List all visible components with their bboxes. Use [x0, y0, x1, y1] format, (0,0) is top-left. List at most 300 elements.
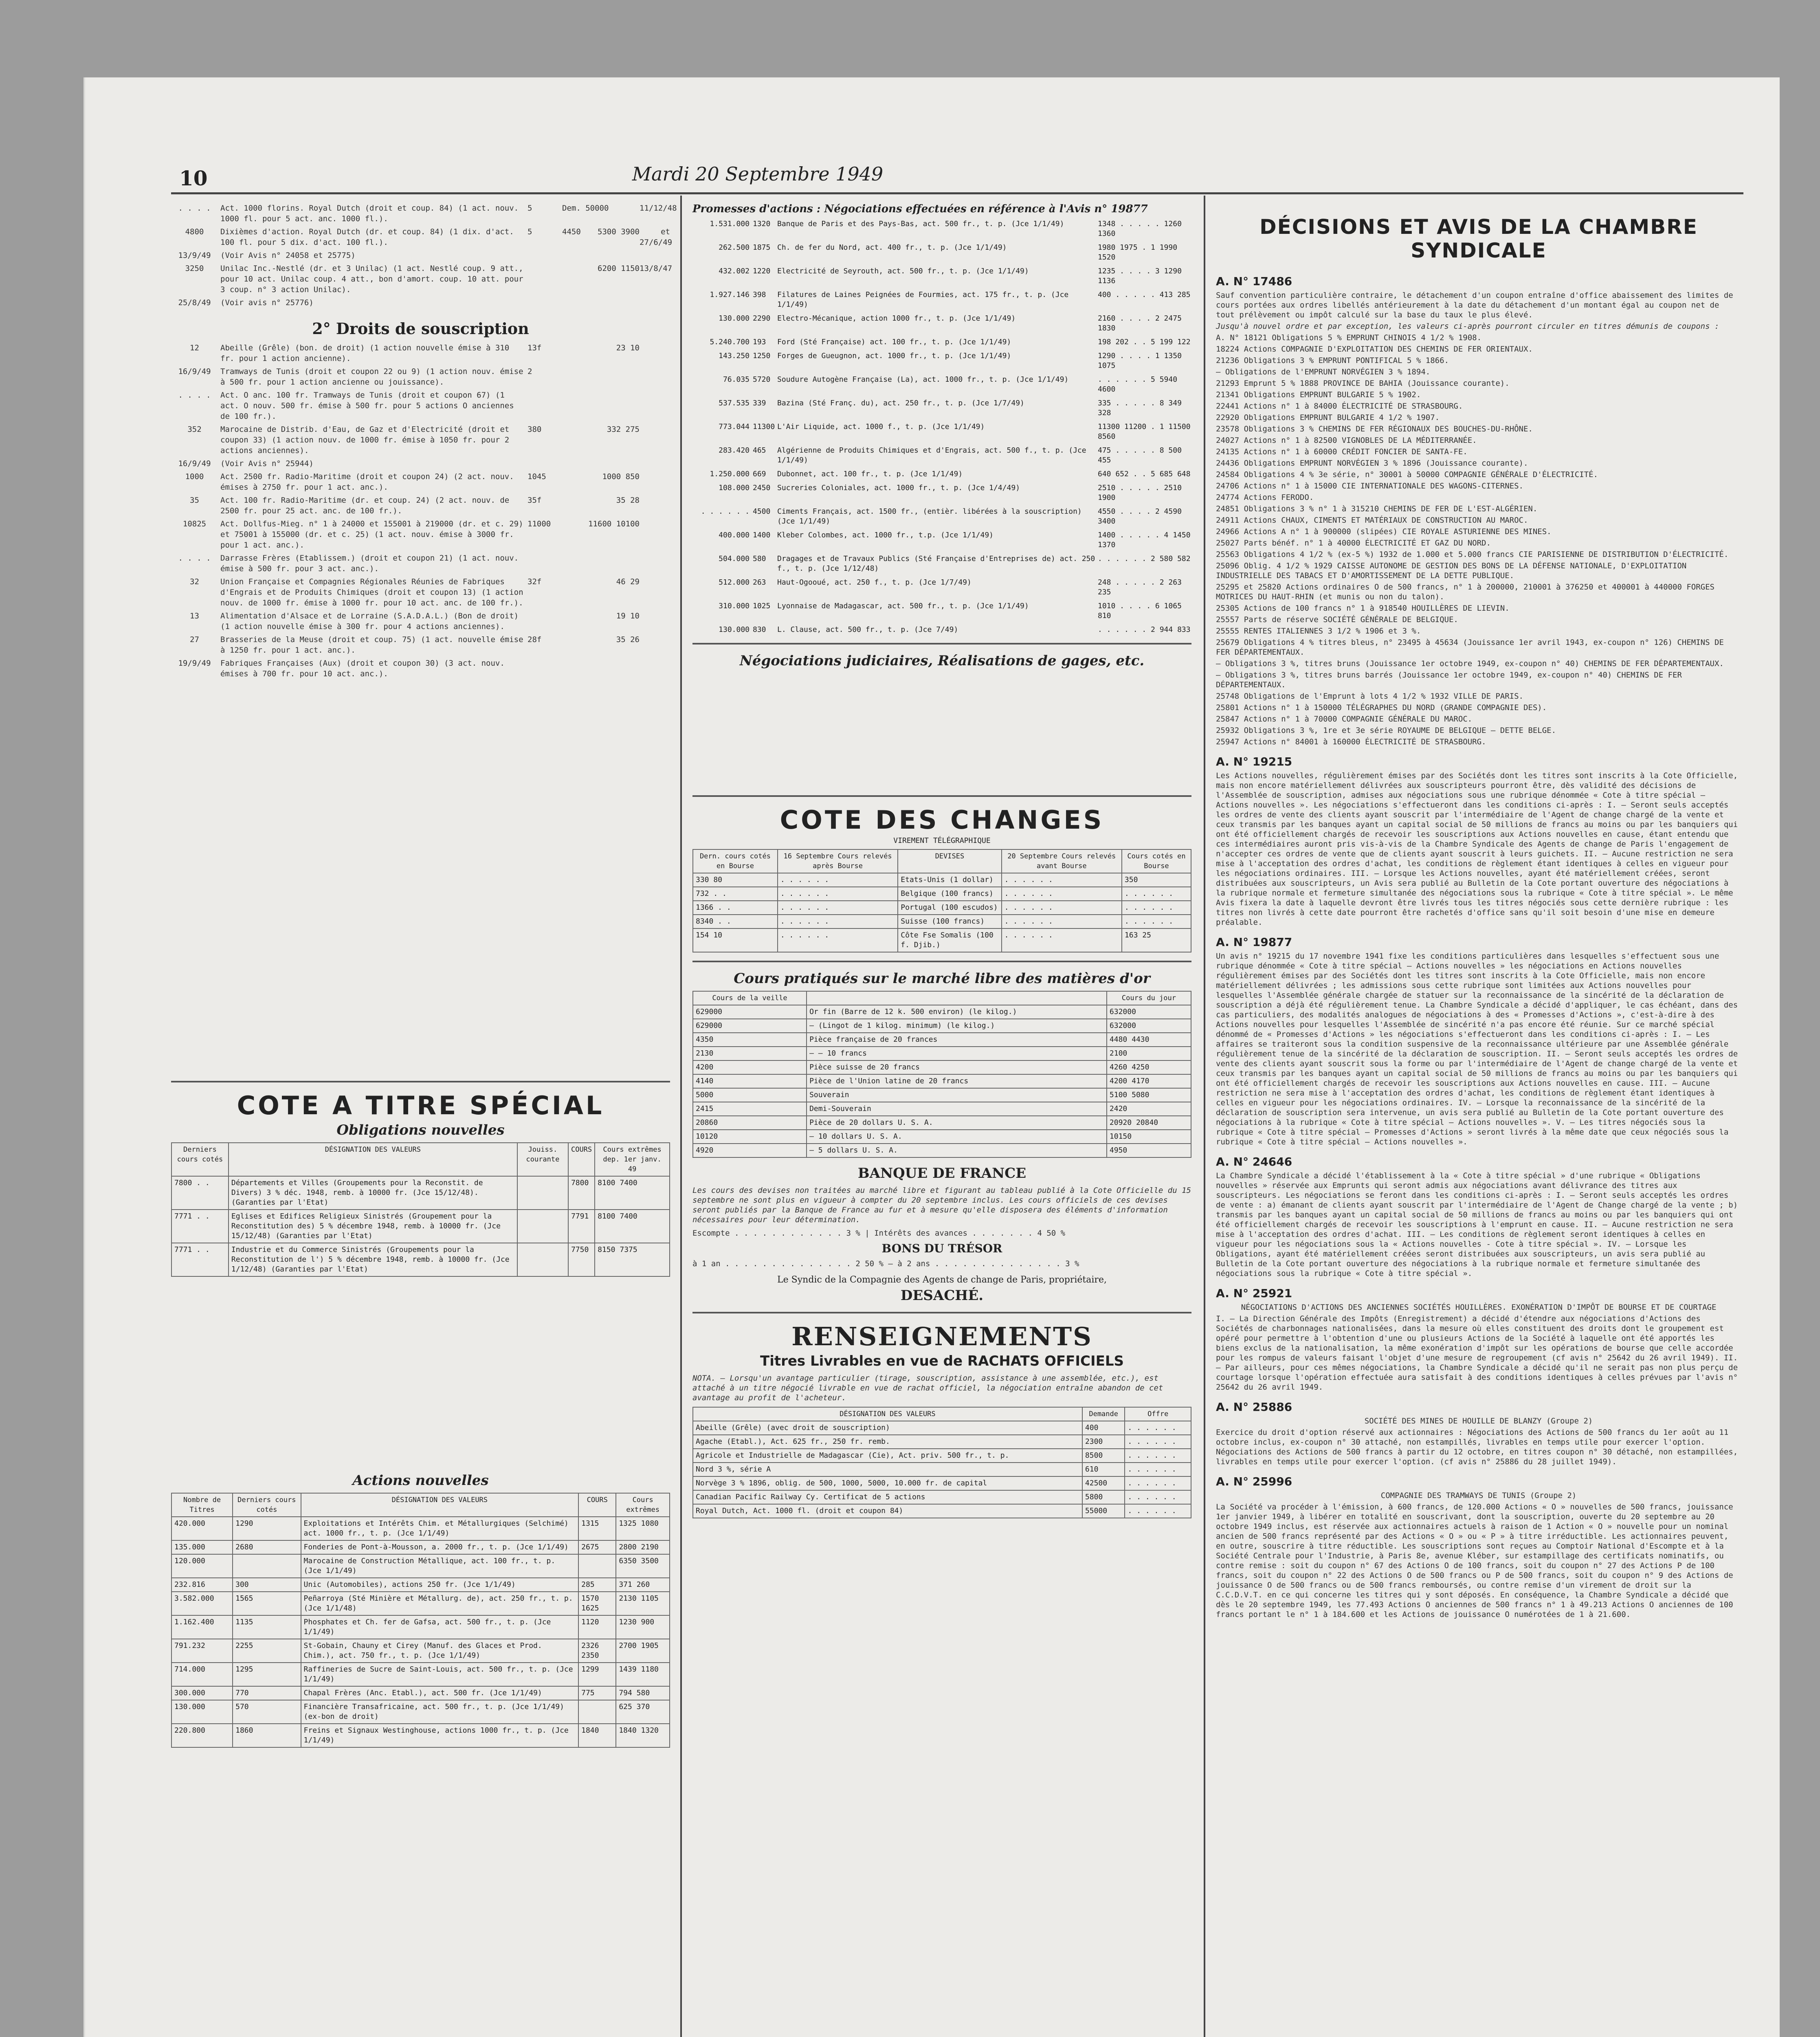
- cell-name: Phosphates et Ch. fer de Gafsa, act. 500 fr., t. p. (Jce 1/1/49): [301, 1615, 579, 1639]
- row-values: [562, 519, 640, 550]
- avis-item: 25847 Actions n° 1 à 70000 COMPAGNIE GÉNÉRALE DU MAROC.: [1216, 715, 1473, 724]
- renseignements-subtitle: Titres Livrables en vue de RACHATS OFFICIELS: [760, 1353, 1124, 1369]
- cell-hi: 1840: [619, 1726, 637, 1735]
- list-item: [692, 469, 1191, 479]
- list-item: [692, 351, 1191, 371]
- cell-cours: 775: [578, 1686, 616, 1700]
- column-header: Dern. cours cotés en Bourse: [693, 849, 778, 873]
- obligations-header: [171, 1143, 670, 1176]
- avis-25996-head: A. N° 25996: [1216, 1475, 1292, 1488]
- row-nombre: 76.035: [723, 375, 750, 384]
- cell-veille: 20860: [693, 1116, 807, 1130]
- row-values: [562, 250, 640, 261]
- cell-name: Pièce française de 20 frances: [807, 1033, 1107, 1047]
- row-designation: Act. 1000 florins. Royal Dutch (droit et coup. 84) (1 act. nouv. 1000 fl. pour 5 act. anc. 1000 fl.).: [220, 204, 519, 223]
- header-rule: [171, 192, 1743, 194]
- row-nombre: 537.535: [719, 399, 750, 407]
- cell-veille: 5000: [693, 1088, 807, 1102]
- row-dernier: 1220: [753, 267, 771, 275]
- row-date: 10825: [182, 519, 207, 528]
- column-right: [1216, 203, 1741, 2037]
- row-dernier: 1400: [753, 531, 771, 539]
- cell-a: 1366 . .: [693, 901, 778, 915]
- table-row: [693, 1102, 1191, 1116]
- row-designation: Union Française et Compagnies Régionales Réunies de Fabriques d'Engrais et de Produits Chimiques (droit et coupon 13) (1 action nouv. de 1000 fr. émise à 1000 fr. pour 10 act. anc. de 100 fr.).: [220, 577, 523, 607]
- cell-cours: 1570 1625: [578, 1592, 616, 1615]
- cell-lo: 1905: [641, 1641, 659, 1650]
- cell-cours: 7791: [568, 1210, 595, 1243]
- row-values: [562, 343, 640, 364]
- list-item: [692, 446, 1191, 465]
- avis-25886-label: SOCIÉTÉ DES MINES DE HOUILLE DE BLANZY (Groupe 2): [1364, 1417, 1593, 1425]
- row-quantity: 35f: [528, 496, 542, 505]
- list-item: [692, 337, 1191, 347]
- row-date: . . . .: [178, 554, 211, 563]
- avis-item: 22441 Actions n° 1 à 84000 ÉLECTRICITÉ DE STRASBOURG.: [1216, 402, 1463, 411]
- obligations-title: Obligations nouvelles: [336, 1122, 505, 1138]
- row-extra: [640, 250, 670, 261]
- list-item: [171, 495, 670, 516]
- row-values: 1980 1975 . 1 1990 1520: [1098, 243, 1178, 262]
- row-values: 400 . . . . . 413 285: [1098, 290, 1191, 299]
- cell-jouiss: [517, 1176, 568, 1210]
- cell-extremes: [616, 1517, 670, 1540]
- row-designation: Abeille (Grêle) (bon. de droit) (1 action nouvelle émise à 310 fr. pour 1 action ancienne).: [220, 343, 510, 363]
- actions-table: [171, 1493, 670, 1748]
- table-row: [693, 1074, 1191, 1088]
- row-values: 475 . . . . . 8 500 455: [1098, 446, 1182, 464]
- row-designation: Filatures de Laines Peignées de Fourmies, act. 175 fr., t. p. (Jce 1/1/49): [777, 290, 1069, 309]
- list-item: [692, 375, 1191, 394]
- row-dernier: 339: [753, 399, 766, 407]
- divider: [692, 643, 1191, 645]
- avis-item: 25563 Obligations 4 1/2 % (ex-5 %) 1932 de 1.000 et 5.000 francs CIE PARISIENNE DE DISTRIBUTION D'ÉLECTRICITÉ.: [1216, 550, 1729, 559]
- row-values: [562, 658, 640, 679]
- obligations-body: [171, 1176, 670, 1276]
- row-quantity: 1045: [528, 472, 546, 481]
- table-row: [693, 1116, 1191, 1130]
- row-date: 16/9/49: [178, 459, 211, 468]
- cell-dem: 42500: [1082, 1476, 1125, 1490]
- list-item: [171, 203, 677, 224]
- row-dernier: 4500: [753, 507, 771, 516]
- cell-dem: 8500: [1082, 1449, 1125, 1463]
- cell-name: Royal Dutch, Act. 1000 fl. (droit et coupon 84): [693, 1504, 1082, 1518]
- decisions-title: DÉCISIONS ET AVIS DE LA CHAMBRE SYNDICALE: [1259, 215, 1698, 262]
- table-row: [171, 1210, 670, 1243]
- row-designation: Bazina (Sté Franç. du), act. 250 fr., t. p. (Jce 1/7/49): [777, 399, 1024, 407]
- cell-extremes: [616, 1540, 670, 1554]
- row-dernier: 669: [753, 470, 766, 478]
- row-values: [562, 576, 640, 608]
- row-values: [562, 634, 640, 656]
- list-item: [171, 471, 670, 493]
- cell-b: . . . . . .: [778, 915, 898, 928]
- divider: [692, 1312, 1191, 1313]
- row-nombre: 283.420: [719, 446, 750, 455]
- cell-extremes: [616, 1686, 670, 1700]
- column-header: 16 Septembre Cours relevés après Bourse: [778, 849, 898, 873]
- cell-d: . . . . . .: [1122, 887, 1191, 901]
- cell-c: . . . . . .: [1002, 901, 1122, 915]
- list-item: [171, 658, 670, 679]
- row-designation: Algérienne de Produits Chimiques et d'Engrais, act. 500 f., t. p. (Jce 1/1/49): [777, 446, 1086, 464]
- row-values: 2510 . . . . . 2510 1900: [1098, 484, 1182, 502]
- row-date: 1000: [185, 472, 204, 481]
- row-designation: Fabriques Françaises (Aux) (droit et coupon 30) (3 act. nouv. émises à 700 fr. pour 10 act. anc.).: [220, 659, 505, 678]
- cell-jour: 4480 4430: [1107, 1033, 1191, 1047]
- cell-b: . . . . . .: [778, 928, 898, 952]
- cell-lo: 1080: [641, 1519, 659, 1528]
- column-header: DÉSIGNATION DES VALEURS: [301, 1493, 579, 1517]
- cell-n: 3.582.000: [171, 1592, 233, 1615]
- row-nombre: 1.531.000: [710, 220, 750, 228]
- avis-item: 24027 Actions n° 1 à 82500 VIGNOBLES DE LA MÉDITERRANÉE.: [1216, 436, 1477, 445]
- cell-name: Agricole et Industrielle de Madagascar (Cie), Act. priv. 500 fr., t. p.: [693, 1449, 1082, 1463]
- renseignements-header: [693, 1407, 1191, 1421]
- column-header: Demande: [1082, 1407, 1125, 1421]
- column-header: Derniers cours cotés: [233, 1493, 301, 1517]
- row-designation: Kleber Colombes, act. 1000 fr., t.p. (Jce 1/1/49): [777, 531, 994, 539]
- cell-n: 120.000: [171, 1554, 233, 1578]
- cell-name: Eglises et Edifices Religieux Sinistrés (Groupement pour la Reconstitution des) 5 % décembre 1948, remb. à 10000 fr. (Jce 15/12/48) (Garanties par l'Etat): [229, 1210, 517, 1243]
- table-row: [171, 1243, 670, 1276]
- row-nombre: 1.250.000: [710, 470, 750, 478]
- cell-name: Abeille (Grêle) (avec droit de souscription): [693, 1421, 1082, 1435]
- cell-last: 1565: [233, 1592, 301, 1615]
- cell-lo: 7400: [620, 1179, 637, 1187]
- row-dernier: 193: [753, 338, 766, 346]
- renseignements-body: [693, 1421, 1191, 1518]
- cell-name: Nord 3 %, série A: [693, 1463, 1082, 1476]
- cell-lo: 2190: [641, 1543, 659, 1551]
- bons-title: BONS DU TRÉSOR: [881, 1242, 1002, 1255]
- avis-item: 25555 RENTES ITALIENNES 3 1/2 % 1906 et 3 %.: [1216, 627, 1421, 636]
- column-header: Cours extrêmes dep. 1er janv. 49: [595, 1143, 670, 1176]
- row-extra: 11/12/48: [640, 204, 677, 213]
- row-extra: [640, 390, 670, 422]
- cell-veille: 10120: [693, 1130, 807, 1144]
- cell-last: 7800 . .: [171, 1176, 229, 1210]
- row-designation: Ch. de fer du Nord, act. 400 fr., t. p. (Jce 1/1/49): [777, 243, 1007, 252]
- list-item: [171, 263, 673, 295]
- column-header: Cours extrêmes: [616, 1493, 670, 1517]
- list-item: [171, 227, 673, 248]
- cell-jour: 632000: [1107, 1005, 1191, 1019]
- cell-d: . . . . . .: [1122, 915, 1191, 928]
- cell-cours: 1120: [578, 1615, 616, 1639]
- row-designation: Act. 100 fr. Radio-Maritime (dr. et coup. 24) (2 act. nouv. de 2500 fr. pour 25 act. anc. de 100 fr.).: [220, 496, 510, 515]
- cell-b: . . . . . .: [778, 901, 898, 915]
- avis-item: 25748 Obligations de l'Emprunt à lots 4 1/2 % 1932 VILLE DE PARIS.: [1216, 692, 1523, 701]
- row-value-2: 6200 1150: [598, 264, 640, 273]
- row-nombre: 773.044: [719, 422, 750, 431]
- cell-last: 1860: [233, 1724, 301, 1747]
- row-date: 13: [190, 612, 199, 620]
- avis-25996-text: La Société va procéder à l'émission, à 600 francs, de 120.000 Actions « O » nouvelles de 500 francs, jouissance 1er janvier 1949, à libérer en totalité en souscrivant, dont la souscription, ouverte du 20 septembre au 20 octobre 1949 inclus, est réservée aux actionnaires actuels à raison de 1 Action « O » nouvelle pour un nominal ancien de 500 francs représenté par des Actions « O » ou « P » à titre irréductible. Les actionnaires peuvent, en outre, souscrire à titre réductible. Les souscriptions sont reçues au Comptoir National d'Escompte et à la Société Centrale pour l'Industrie, à Paris 8e, avenue Kléber, sur estampillage des certificats nominatifs, ou contre remise : soit du coupon n° 67 des Actions O de 100 francs, soit du coupon n° 27 des Actions P de 100 francs, soit du coupon n° 22 des Actions O de 500 francs ou P de 500 francs, soit du coupon n° 9 des Actions de jouissance O de 500 francs ou de 500 francs remboursés, ou contre remise d'un virement de droit sur la C.C.D.V.T. en ce qui concerne les titres qui y sont déposés. En conséquence, la Chambre Syndicale a décidé que dès le 20 septembre 1949, les 77.493 Actions O anciennes de 500 francs n° 1 à 49.213 Actions O anciennes de 100 francs portant le n° 1 à 184.600 et les Actions de jouissance O numérotées de 1 à 21.600.: [1216, 1502, 1733, 1619]
- avis-item: 24436 Obligations EMPRUNT NORVÉGIEN 3 % 1896 (Jouissance courante).: [1216, 459, 1528, 468]
- cell-last: 2680: [233, 1540, 301, 1554]
- table-row: [693, 1463, 1191, 1476]
- cell-hi: 8150: [598, 1245, 615, 1254]
- cell-hi: 8100: [598, 1179, 615, 1187]
- avis-25921-text: I. — La Direction Générale des Impôts (Enregistrement) a décidé d'étendre aux négociations d'Actions des Sociétés de charbonnages nationalisées, dans la mesure où elles constituent des droits dont le groupement est opéré pour permettre à l'obtention d'une ou plusieurs Actions de la Société à laquelle ont été apportés les biens exclus de la nationalisation, la même exonération d'impôt sur les opérations de bourse que celle accordée pour les rompus de valeurs faisant l'objet d'une mesure de regroupement (cf avis n° 25642 du 26 avril 1949). II. — Par ailleurs, pour ces mêmes négociations, la Chambre Syndicale a décidé qu'il ne serait pas non plus perçu de courtage lorsque l'opération effectuée aura satisfait à des conditions identiques à celles prévues par l'avis n° 25642 du 26 avril 1949.: [1216, 1314, 1738, 1392]
- cell-c: . . . . . .: [1002, 873, 1122, 887]
- row-value-2: 35 28: [616, 496, 640, 505]
- row-designation: (Voir Avis n° 24058 et 25775): [220, 251, 356, 260]
- cell-jour: 2420: [1107, 1102, 1191, 1116]
- cell-veille: 4140: [693, 1074, 807, 1088]
- column-middle: [692, 203, 1191, 2037]
- row-designation: Marocaine de Distrib. d'Eau, de Gaz et d'Electricité (droit et coupon 33) (1 action nouv. de 1000 fr. émise à 1050 fr. pour 2 actions anciennes).: [220, 425, 510, 455]
- table-row: [693, 1005, 1191, 1019]
- cell-n: 1.162.400: [171, 1615, 233, 1639]
- row-extra: [640, 611, 670, 632]
- cell-d: 350: [1122, 873, 1191, 887]
- list-item: [171, 250, 670, 261]
- avis-item: 25305 Actions de 100 francs n° 1 à 918540 HOUILLÈRES DE LIEVIN.: [1216, 604, 1510, 613]
- actions-body: [171, 1517, 670, 1747]
- row-date: 25/8/49: [178, 298, 211, 307]
- cell-dev: Etats-Unis (1 dollar): [898, 873, 1001, 887]
- row-quantity: 13f: [528, 343, 542, 352]
- cell-off: . . . . . .: [1125, 1421, 1191, 1435]
- cell-name: Souverain: [807, 1088, 1107, 1102]
- cell-last: 2255: [233, 1639, 301, 1663]
- or-header: [693, 991, 1191, 1005]
- cell-hi: 8100: [598, 1212, 615, 1221]
- avis-item: 18224 Actions COMPAGNIE D'EXPLOITATION DES CHEMINS DE FER ORIENTAUX.: [1216, 345, 1533, 354]
- cell-name: Financière Transafricaine, act. 500 fr., t. p. (Jce 1/1/49) (ex-bon de droit): [301, 1700, 579, 1724]
- row-extra: [640, 634, 670, 656]
- table-row: [693, 915, 1191, 928]
- row-nombre: . . . . . .: [701, 507, 750, 516]
- cell-n: 791.232: [171, 1639, 233, 1663]
- cell-extremes: [595, 1243, 670, 1276]
- cell-b: . . . . . .: [778, 887, 898, 901]
- row-designation: Brasseries de la Meuse (droit et coup. 75) (1 act. nouvelle émise à 1250 fr. pour 1 act. anc.).: [220, 635, 523, 655]
- cell-lo: 580: [636, 1689, 650, 1697]
- cell-cours: 7750: [568, 1243, 595, 1276]
- row-designation: Unilac Inc.-Nestlé (dr. et 3 Unilac) (1 act. Nestlé coup. 9 att., pour 10 act. Unilac coup. 4 att., bon d'amort. coup. 10 att. pour 3 coup. n° 3 action Unilac).: [220, 264, 523, 294]
- row-designation: Dixièmes d'action. Royal Dutch (dr. et coup. 84) (1 dix. d'act. 100 fl. pour 5 dix. d'act. 100 fl.).: [220, 227, 514, 247]
- actions-title: Actions nouvelles: [352, 1472, 489, 1489]
- cell-last: 1290: [233, 1517, 301, 1540]
- cell-last: 7771 . .: [171, 1243, 229, 1276]
- table-row: [693, 928, 1191, 952]
- row-date: 19/9/49: [178, 659, 211, 668]
- table-row: [693, 1421, 1191, 1435]
- table-row: [693, 873, 1191, 887]
- cell-lo: 1320: [641, 1726, 659, 1735]
- cell-lo: 900: [641, 1618, 655, 1626]
- row-values: [562, 553, 640, 574]
- avis-item: 24911 Actions CHAUX, CIMENTS ET MATÉRIAUX DE CONSTRUCTION AU MAROC.: [1216, 516, 1528, 525]
- table-row: [171, 1517, 670, 1540]
- obligations-table: [171, 1142, 670, 1277]
- avis-item: 25096 Oblig. 4 1/2 % 1929 CAISSE AUTONOME DE GESTION DES BONS DE LA DÉFENSE NATIONALE, D'EXPLOITATION INDUSTRIELLE DES TABACS ET D'AMORTISSEMENT DE LA DETTE PUBLIQUE.: [1216, 561, 1687, 580]
- row-quantity: [528, 390, 562, 422]
- table-row: [693, 1504, 1191, 1518]
- banque-text: Les cours des devises non traitées au marché libre et figurant au tableau publié à la Cote Officielle du 15 septembre ne sont plus en vigueur à compter du 20 septembre inclus. Les cours officiels de ces devises seront publiés par la Banque de France au fur et à mesure qu'elle disposera des éléments d'information nécessaires pour leur détermination.: [692, 1186, 1191, 1224]
- cell-cours: 2326 2350: [578, 1639, 616, 1663]
- row-values: 198 202 . . 5 199 122: [1098, 338, 1191, 346]
- avis-item: 25947 Actions n° 84001 à 160000 ÉLECTRICITÉ DE STRASBOURG.: [1216, 737, 1486, 746]
- avis-item: 21293 Emprunt 5 % 1888 PROVINCE DE BAHIA (Jouissance courante).: [1216, 379, 1510, 388]
- avis-item: 24851 Obligations 3 % n° 1 à 315210 CHEMINS DE FER DE L'EST-ALGÉRIEN.: [1216, 504, 1538, 513]
- row-date: . . . .: [178, 391, 211, 400]
- promesses-title: Promesses d'actions : Négociations effectuées en référence à l'Avis n° 19877: [692, 203, 1148, 215]
- cell-jour: 632000: [1107, 1019, 1191, 1033]
- row-dernier: 1250: [753, 352, 771, 360]
- avis-19215-text: Les Actions nouvelles, régulièrement émises par des Sociétés dont les titres sont inscrits à la Cote Officielle, mais non encore matériellement délivrées aux souscripteurs pourront être, dès validité des décisions de l'Assemblée de souscription, admises aux négociations sous une rubrique dénommée « Cote à titre spécial — Actions nouvelles ». Les négociations s'effectueront dans les conditions ci-après : I. — Seront seuls acceptés les ordres de vente des clients ayant souscrit par l'intermédiaire de l'Agent de change chargé de la vente et ceux transmis par les banques ayant un capital social de 50 millions de francs au moins ou par les banquiers qui ont été officiellement chargés de recevoir les souscriptions aux Actions nouvelles en cause, étant entendu que ces intermédiaires auront pris vis-à-vis de la Chambre Syndicale des Agents de change de Paris l'engagement de n'accepter ces ordres de vente que de clients ayant souscrit à leurs guichets. II. — Aucune restriction ne sera mise à l'acceptation des ordres d'achat, les conditions de règlement étant identiques à celles en vigueur pour les négociations ordinaires. III. — Lorsque les Actions nouvelles, ayant été matériellement créées, seront distribuées aux souscripteurs, un Avis sera publié au Bulletin de la Cote portant ouverture des négociations à la rubrique normale et fermeture simultanée des négociations sous la rubrique « Cote à titre spécial ». Le même Avis fixera la date à laquelle devront être livrés tous les titres négociés sous cette dernière rubrique : les titres non livrés à cette date pourront être rachetés d'office sans qu'il soit besoin d'une mise en demeure préalable.: [1216, 771, 1738, 927]
- table-row: [693, 901, 1191, 915]
- cell-veille: 4920: [693, 1144, 807, 1157]
- cell-a: 8340 . .: [693, 915, 778, 928]
- row-dernier: 5720: [753, 375, 771, 384]
- column-header: Cours du jour: [1107, 991, 1191, 1005]
- row-dernier: 398: [753, 290, 766, 299]
- cell-name: Pièce suisse de 20 francs: [807, 1060, 1107, 1074]
- avis-25921-label: NÉGOCIATIONS D'ACTIONS DES ANCIENNES SOCIÉTÉS HOUILLÈRES. EXONÉRATION D'IMPÔT DE BOURSE ET DE COURTAGE: [1241, 1303, 1717, 1312]
- cell-extremes: [616, 1700, 670, 1724]
- cell-off: . . . . . .: [1125, 1476, 1191, 1490]
- row-values: [562, 263, 640, 295]
- row-dernier: 2450: [753, 484, 771, 492]
- cell-off: . . . . . .: [1125, 1504, 1191, 1518]
- list-item: [692, 243, 1191, 262]
- row-nombre: 130.000: [719, 314, 750, 323]
- cell-off: . . . . . .: [1125, 1435, 1191, 1449]
- cell-dev: Côte Fse Somalis (100 f. Djib.): [898, 928, 1001, 952]
- row-designation: Act. O anc. 100 fr. Tramways de Tunis (droit et coupon 67) (1 act. O nouv. 500 fr. émise à 500 fr. pour 5 actions O anciennes de 100 fr.).: [220, 391, 514, 421]
- row-designation: Haut-Ogooué, act. 250 f., t. p. (Jce 1/7/49): [777, 578, 972, 587]
- row-values: 4550 . . . . 2 4590 3400: [1098, 507, 1182, 526]
- cell-n: 220.800: [171, 1724, 233, 1747]
- row-values: 1235 . . . . 3 1290 1136: [1098, 267, 1182, 285]
- avis-17486-head: A. N° 17486: [1216, 275, 1292, 288]
- cell-dev: Belgique (100 francs): [898, 887, 1001, 901]
- row-quantity: [528, 611, 562, 632]
- cell-veille: 2130: [693, 1047, 807, 1060]
- avis-25996-label: COMPAGNIE DES TRAMWAYS DE TUNIS (Groupe 2): [1380, 1491, 1577, 1500]
- row-values: 1010 . . . . 6 1065 810: [1098, 602, 1182, 620]
- renseignements-title: RENSEIGNEMENTS: [791, 1322, 1092, 1351]
- list-item: [692, 290, 1191, 310]
- table-row: [693, 1130, 1191, 1144]
- desache: DESACHÉ.: [900, 1287, 984, 1304]
- row-values: [562, 471, 640, 493]
- avis-item: 24774 Actions FERODO.: [1216, 493, 1314, 502]
- list-item: [171, 424, 670, 456]
- table-row: [693, 1476, 1191, 1490]
- cell-dev: Portugal (100 escudos): [898, 901, 1001, 915]
- cell-hi: 2800: [619, 1543, 637, 1551]
- avis-24646-text: La Chambre Syndicale a décidé l'établissement à la « Cote à titre spécial » d'une rubrique « Obligations nouvelles » réservée aux Emprunts qui seront admis aux négociations avant délivrance des titres aux souscripteurs. Les négociations se feront dans les conditions ci-après : I. — Seront seuls acceptés les ordres de vente : a) émanant de clients ayant souscrit par l'intermédiaire de l'Agent de Change chargé de la vente ; b) transmis par les banques ayant un capital social de 50 millions de francs au moins ou par les banquiers qui ont été officiellement chargés de recevoir les souscriptions à l'emprunt en cause. II. — Aucune restriction ne sera mise à l'acceptation des ordres d'achat. III. — Les conditions de règlement seront identiques à celles en vigueur pour les négociations sous la « Actions nouvelles - Cote à titre spécial ». IV. — Lorsque les Obligations, ayant été matériellement créées seront distribuées aux souscripteurs, un avis sera publié au Bulletin de la Cote portant ouverture des négociations à la rubrique normale et fermeture simultanée des négociations sous la rubrique « Cote à titre spécial ».: [1216, 1171, 1738, 1278]
- row-values: 1400 . . . . . 4 1450 1370: [1098, 531, 1191, 549]
- cell-hi: 625: [619, 1703, 632, 1711]
- row-nombre: 310.000: [719, 602, 750, 610]
- row-extra: [640, 458, 670, 469]
- row-designation: L'Air Liquide, act. 1000 f., t. p. (Jce 1/1/49): [777, 422, 985, 431]
- column-rule-left: [680, 196, 682, 2037]
- changes-header: [693, 849, 1191, 873]
- cell-lo: 260: [636, 1580, 650, 1589]
- avis-17486-text: Sauf convention particulière contraire, le détachement d'un coupon entraîne d'office abaissement des limites de cours portées aux ordres libellés antérieurement à la date du détachement d'un montant égal au coupon net de tout prélèvement ou impôt calculé sur la base du taux le plus élevé.: [1216, 291, 1733, 319]
- column-header: COURS: [578, 1493, 616, 1517]
- cell-d: . . . . . .: [1122, 901, 1191, 915]
- cell-lo: 3500: [641, 1557, 659, 1565]
- cell-name: Pièce de 20 dollars U. S. A.: [807, 1116, 1107, 1130]
- row-values: 1290 . . . . 1 1350 1075: [1098, 352, 1182, 370]
- cell-d: 163 25: [1122, 928, 1191, 952]
- page-date: Mardi 20 Septembre 1949: [632, 163, 884, 185]
- row-value-2: 23 10: [616, 343, 640, 352]
- divider: [692, 795, 1191, 797]
- row-designation: Dragages et de Travaux Publics (Sté Française d'Entreprises de) act. 250 f., t. p. (Jce 1/12/48): [777, 554, 1095, 573]
- row-values: [562, 390, 640, 422]
- cell-hi: 1230: [619, 1618, 637, 1626]
- row-dernier: 465: [753, 446, 766, 455]
- cell-cours: 2675: [578, 1540, 616, 1554]
- row-extra: [640, 366, 670, 387]
- cell-hi: 794: [619, 1689, 632, 1697]
- row-extra: [640, 495, 670, 516]
- table-row: [693, 1019, 1191, 1033]
- avis-25886-head: A. N° 25886: [1216, 1400, 1292, 1414]
- cell-veille: 629000: [693, 1019, 807, 1033]
- cell-cours: [578, 1554, 616, 1578]
- row-quantity: 32f: [528, 577, 542, 586]
- row-designation: Tramways de Tunis (droit et coupon 22 ou 9) (1 action nouv. émise à 500 fr. pour 1 action ancienne ou jouissance).: [220, 367, 523, 387]
- row-values: 335 . . . . . 8 349 328: [1098, 399, 1182, 417]
- row-quantity: [528, 297, 562, 308]
- cell-hi: 1325: [619, 1519, 637, 1528]
- cell-cours: 285: [578, 1578, 616, 1592]
- row-values: [562, 366, 640, 387]
- judiciaires-title: Négociations judiciaires, Réalisations de gages, etc.: [739, 653, 1145, 669]
- list-item: [171, 366, 670, 387]
- list-item: [171, 343, 670, 364]
- row-values: 640 652 . . 5 685 648: [1098, 470, 1191, 478]
- avis-item: 24706 Actions n° 1 à 15000 CIE INTERNATIONALE DES WAGONS-CITERNES.: [1216, 482, 1523, 491]
- escompte-line: Escompte . . . . . . . . . . . . 3 % | Intérêts des avances . . . . . . . 4 50 %: [692, 1229, 1066, 1238]
- row-value-2: 35 26: [616, 635, 640, 644]
- row-date: 352: [187, 425, 202, 434]
- or-body: [693, 1005, 1191, 1157]
- row-date: 4800: [185, 227, 204, 236]
- virement-subtitle: VIREMENT TÉLÉGRAPHIQUE: [893, 836, 991, 845]
- cell-a: 154 10: [693, 928, 778, 952]
- cell-name: Chapal Frères (Anc. Etabl.), act. 500 fr. (Jce 1/1/49): [301, 1686, 579, 1700]
- avis-item: A. N° 18121 Obligations 5 % EMPRUNT CHINOIS 4 1/2 % 1908.: [1216, 333, 1482, 342]
- row-date: 16/9/49: [178, 367, 211, 376]
- cell-dem: 55000: [1082, 1504, 1125, 1518]
- cell-name: Canadian Pacific Railway Cy. Certificat de 5 actions: [693, 1490, 1082, 1504]
- row-extra: [640, 553, 670, 574]
- row-quantity: 380: [528, 425, 542, 434]
- cell-n: 135.000: [171, 1540, 233, 1554]
- table-row: [171, 1639, 670, 1663]
- row-values: [562, 424, 640, 456]
- list-item: [171, 297, 670, 308]
- cell-jour: 20920 20840: [1107, 1116, 1191, 1130]
- column-header: Jouiss. courante: [517, 1143, 568, 1176]
- avis-19877-head: A. N° 19877: [1216, 935, 1292, 949]
- cell-off: . . . . . .: [1125, 1490, 1191, 1504]
- row-quantity: 2: [528, 367, 532, 376]
- row-designation: Ford (Sté Française) act. 100 fr., t. p. (Jce 1/1/49): [777, 338, 1011, 346]
